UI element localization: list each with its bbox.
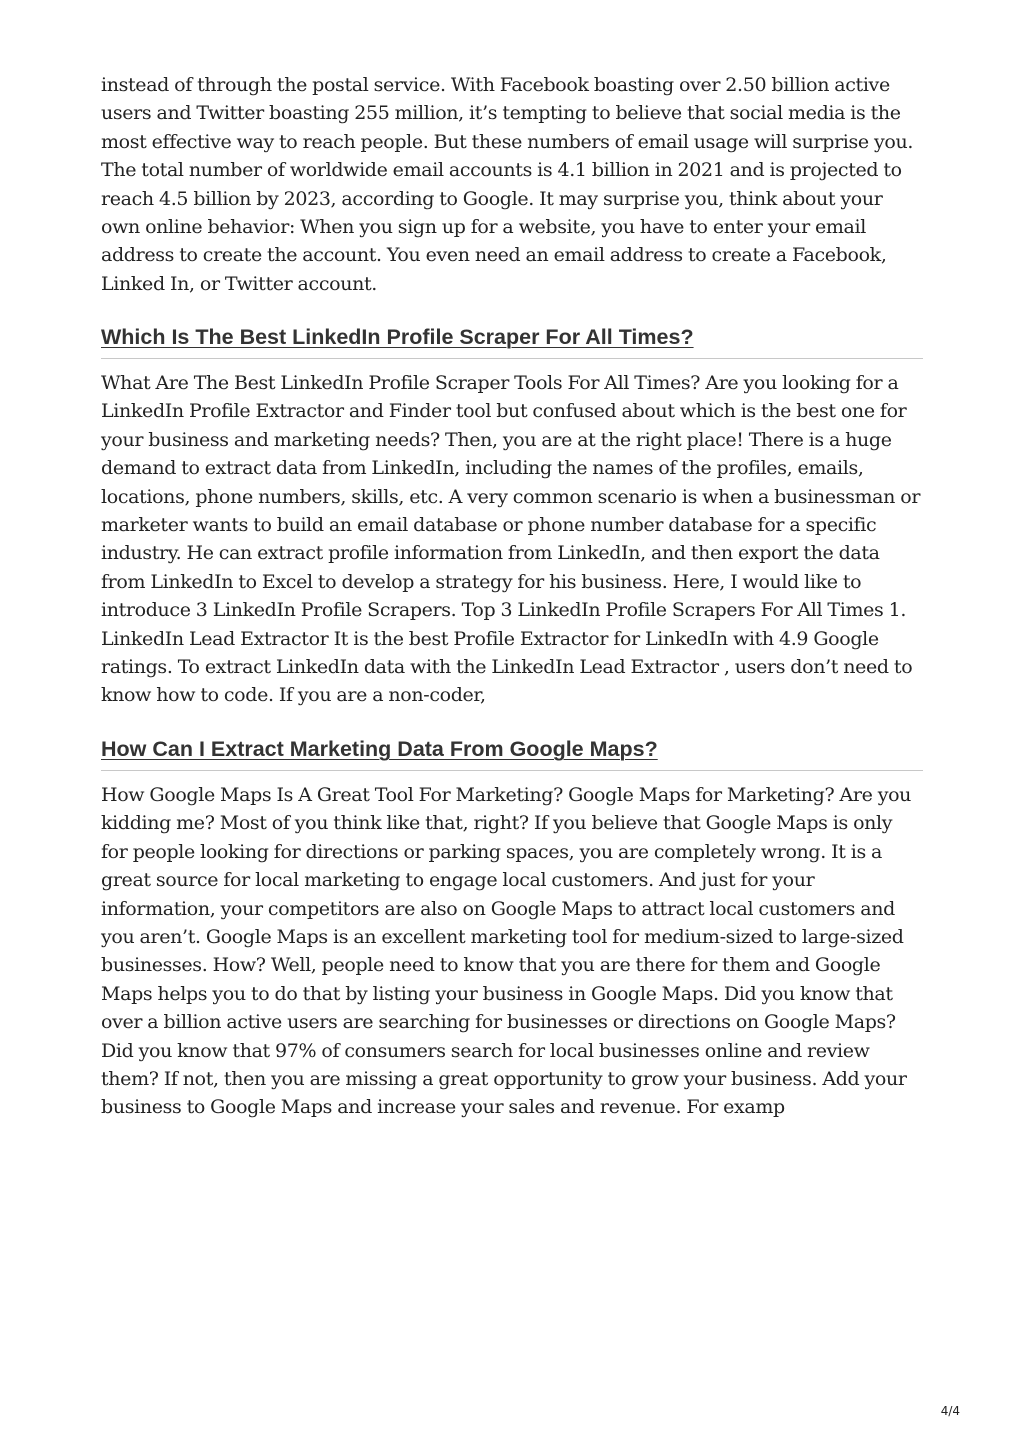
section-heading[interactable]: How Can I Extract Marketing Data From Google Maps? <box>101 734 923 771</box>
section-linkedin-scraper <box>101 322 923 710</box>
section-body: What Are The Best LinkedIn Profile Scraper Tools For All Times? Are you looking for a LinkedIn Profile Extractor and Finder tool but confused about which is the best one for your business and marketing needs? Then, you are at the right place! There is a huge demand to extract data from LinkedIn, including the names of the profiles, emails, locations, phone numbers, skills, etc. A very common scenario is when a businessman or marketer wants to build an email database or phone number database for a specific industry. He can extract profile information from LinkedIn, and then export the data from LinkedIn to Excel to develop a strategy for his business. Here, I would like to introduce 3 LinkedIn Profile Scrapers. Top 3 LinkedIn Profile Scrapers For All Times 1. LinkedIn Lead Extractor It is the best Profile Extractor for LinkedIn with 4.9 Google ratings. To extract LinkedIn data with the LinkedIn Lead Extractor , users don’t need to know how to code. If you are a non-coder, <box>101 372 921 707</box>
section-google-maps <box>101 734 923 1122</box>
section-heading[interactable]: Which Is The Best LinkedIn Profile Scraper For All Times? <box>101 322 923 359</box>
page-number: 4/4 <box>940 1404 960 1418</box>
section-body: How Google Maps Is A Great Tool For Marketing? Google Maps for Marketing? Are you kidding me? Most of you think like that, right? If you believe that Google Maps is only for people looking for directions or parking spaces, you are completely wrong. It is a great source for local marketing to engage local customers. And just for your information, your competitors are also on Google Maps to attract local customers and you aren’t. Google Maps is an excellent marketing tool for medium-sized to large-sized businesses. How? Well, people need to know that you are there for them and Google Maps helps you to do that by listing your business in Google Maps. Did you know that over a billion active users are searching for businesses or directions on Google Maps? Did you know that 97% of consumers search for local businesses online and review them? If not, then you are missing a great opportunity to grow your business. Add your business to Google Maps and increase your sales and revenue. For examp <box>101 784 912 1119</box>
intro-paragraph: instead of through the postal service. With Facebook boasting over 2.50 billion active users and Twitter boasting 255 million, it’s tempting to believe that social media is the most effective way to reach people. But these numbers of email usage will surprise you. The total number of worldwide email accounts is 4.1 billion in 2021 and is projected to reach 4.5 billion by 2023, according to Google. It may surprise you, think about your own online behavior: When you sign up for a website, you have to enter your email address to create the account. You even need an email address to create a Facebook, Linked In, or Twitter account. <box>101 74 914 295</box>
